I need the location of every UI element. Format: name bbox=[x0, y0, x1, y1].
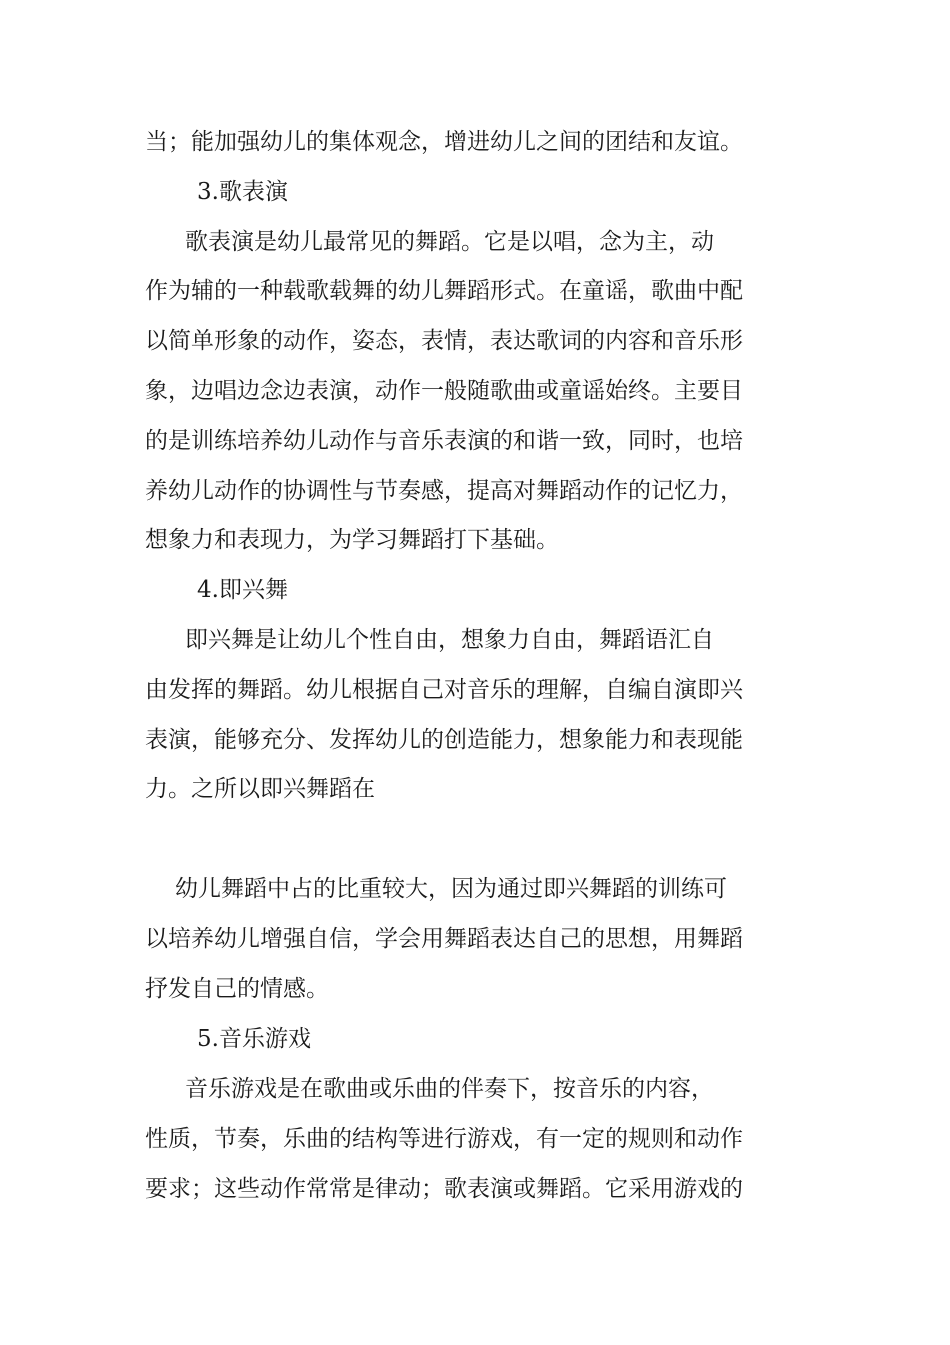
text-line: 抒发自己的情感。 bbox=[145, 976, 329, 1002]
paragraph-first-line: 幼儿舞蹈中占的比重较大，因为通过即兴舞蹈的训练可 bbox=[175, 876, 727, 902]
text-line: 表演，能够充分、发挥幼儿的创造能力，想象能力和表现能 bbox=[145, 727, 743, 753]
paragraph-first-line: 音乐游戏是在歌曲或乐曲的伴奏下，按音乐的内容， bbox=[185, 1076, 714, 1102]
text-line: 养幼儿动作的协调性与节奏感，提高对舞蹈动作的记忆力， bbox=[145, 478, 743, 504]
text-line: 当；能加强幼儿的集体观念，增进幼儿之间的团结和友谊。 bbox=[145, 129, 743, 155]
section-heading-4: 4.即兴舞 bbox=[197, 577, 288, 603]
section-heading-5: 5.音乐游戏 bbox=[197, 1026, 311, 1052]
text-line: 的是训练培养幼儿动作与音乐表演的和谐一致，同时，也培 bbox=[145, 428, 743, 454]
paragraph-first-line: 歌表演是幼儿最常见的舞蹈。它是以唱，念为主，动 bbox=[185, 229, 714, 255]
text-line: 以培养幼儿增强自信，学会用舞蹈表达自己的思想，用舞蹈 bbox=[145, 926, 743, 952]
paragraph-first-line: 即兴舞是让幼儿个性自由，想象力自由，舞蹈语汇自 bbox=[185, 627, 714, 653]
text-line: 由发挥的舞蹈。幼儿根据自己对音乐的理解，自编自演即兴 bbox=[145, 677, 743, 703]
text-line: 作为辅的一种载歌载舞的幼儿舞蹈形式。在童谣，歌曲中配 bbox=[145, 278, 743, 304]
text-line: 要求；这些动作常常是律动；歌表演或舞蹈。它采用游戏的 bbox=[145, 1176, 743, 1202]
text-line: 想象力和表现力，为学习舞蹈打下基础。 bbox=[145, 527, 559, 553]
text-line: 以简单形象的动作，姿态，表情，表达歌词的内容和音乐形 bbox=[145, 328, 743, 354]
text-line: 力。之所以即兴舞蹈在 bbox=[145, 776, 375, 802]
section-heading-3: 3.歌表演 bbox=[197, 179, 288, 205]
text-line: 象，边唱边念边表演，动作一般随歌曲或童谣始终。主要目 bbox=[145, 378, 743, 404]
text-line: 性质，节奏，乐曲的结构等进行游戏，有一定的规则和动作 bbox=[145, 1126, 743, 1152]
